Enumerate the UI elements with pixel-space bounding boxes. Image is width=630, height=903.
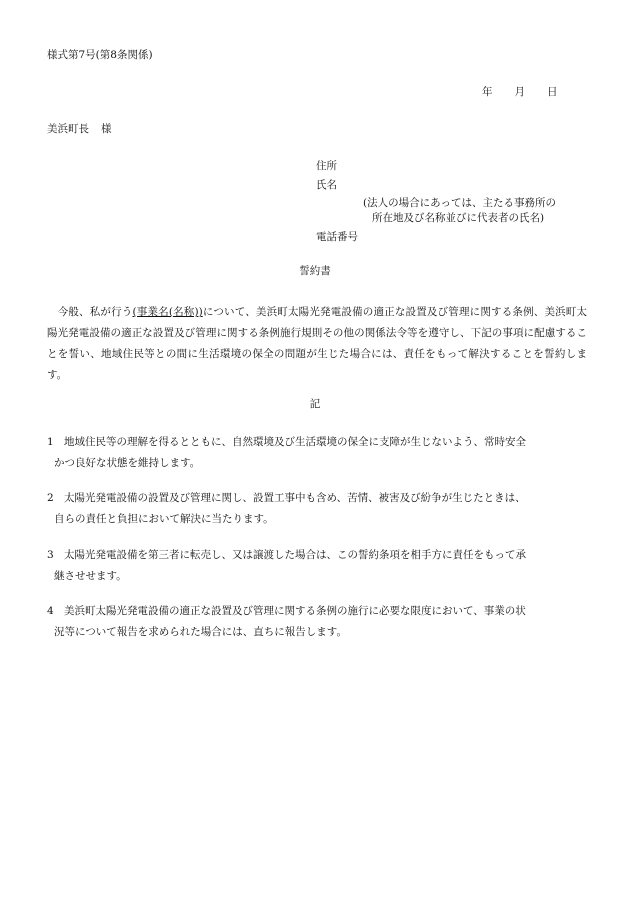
item-number: 1: [47, 436, 54, 448]
addressee: [47, 123, 112, 137]
corporate-note: [363, 196, 603, 226]
name-label: 氏名: [316, 179, 337, 191]
list-item: [47, 601, 587, 643]
date-line: [482, 86, 558, 100]
list-item: [47, 488, 587, 530]
item-text-rest: 継させせます。: [54, 570, 127, 582]
corporate-note-line1: (法人の場合にあっては、主たる事務所の: [363, 197, 556, 209]
addressee-name: 美浜町長: [47, 123, 89, 135]
date-year: 年: [482, 86, 493, 98]
list-item: [47, 545, 587, 587]
item-text-rest: かつ良好な状態を維持します。: [54, 457, 201, 469]
date-day: 日: [547, 86, 558, 98]
item-number: 4: [47, 605, 54, 617]
item-number: 2: [47, 492, 54, 504]
ki-heading: 記: [309, 398, 321, 410]
document-title: 誓約書: [299, 265, 331, 277]
item-text-first: 美浜町太陽光発電設備の適正な設置及び管理に関する条例の施行に必要な限度において、事業の状: [64, 605, 526, 617]
list-item: [47, 432, 587, 474]
pledge-body: [47, 302, 587, 386]
corporate-note-line2: 所在地及び名称並びに代表者の氏名): [372, 212, 545, 225]
form-number: 様式第7号(第8条関係): [47, 49, 153, 61]
item-number: 3: [47, 549, 54, 561]
pledge-body-before: 今般、私が行う: [57, 306, 133, 318]
phone-label: 電話番号: [316, 231, 358, 243]
item-text-rest: 況等について報告を求められた場合には、直ちに報告します。: [54, 626, 347, 638]
item-text-first: 太陽光発電設備の設置及び管理に関し、設置工事中も含め、苦情、被害及び紛争が生じたときは、: [64, 492, 526, 504]
item-text-first: 太陽光発電設備を第三者に転売し、又は譲渡した場合は、この誓約条項を相手方に責任をもって承: [64, 549, 526, 561]
address-label: 住所: [316, 160, 337, 172]
pledge-body-after: について、美浜町太陽光発電設備の適正な設置及び管理に関する条例、美浜町太陽光発電設備の適正な設置及び管理に関する条例施行規則その他の関係法令等を遵守し、下記の事項に配慮することを誓い、地域住民等との間に生活環境の保全の問題が生じた場合には、責任をもって解決することを誓約します。: [47, 306, 587, 381]
date-month: 月: [514, 86, 525, 98]
addressee-honorific: 様: [101, 123, 112, 135]
item-text-first: 地域住民等の理解を得るとともに、自然環境及び生活環境の保全に支障が生じないよう、常時安全: [64, 436, 526, 448]
project-name-placeholder: (事業名(名称)): [132, 306, 203, 318]
item-text-rest: 自らの責任と負担において解決に当たります。: [54, 513, 274, 525]
